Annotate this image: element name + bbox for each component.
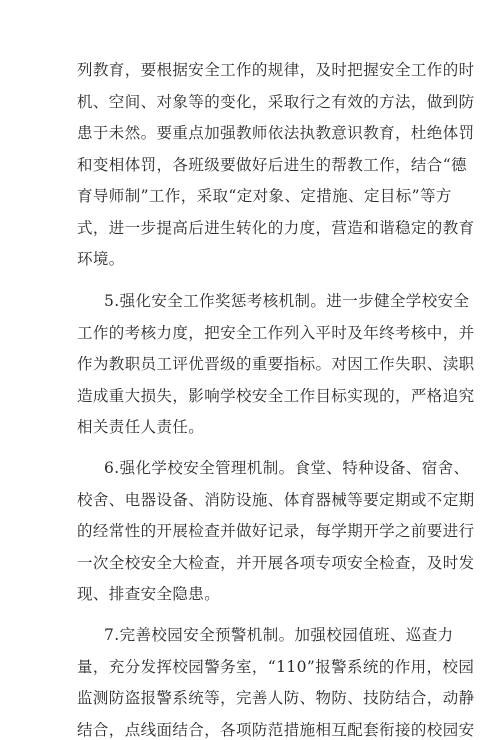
text-line: 育导师制”工作，采取“定对象、定措施、定目标”等方 [77,187,452,205]
text-line: 患于未然。要重点加强教师依法执教意识教育，杜绝体罚 [77,124,475,142]
text-line: 工作的考核力度，把安全工作列入平时及年终考核中，并 [77,324,475,342]
text-line: 校舍、电器设备、消防设施、体育器械等要定期或不定期 [77,491,475,509]
text-line: 相关责任人责任。 [77,418,205,436]
text-line: 和变相体罚，各班级要做好后进生的帮教工作，结合“德 [77,156,467,174]
text-line: 一次全校安全大检查，并开展各项专项安全检查，及时发 [77,554,475,572]
text-line: 5.强化安全工作奖惩考核机制。进一步健全学校安全 [104,292,470,310]
text-line: 环境。 [77,250,125,268]
text-line: 7.完善校园安全预警机制。加强校园值班、巡查力 [104,626,454,644]
text-line: 监测防盗报警系统等，完善人防、物防、技防结合，动静 [77,689,475,707]
text-line: 结合，点线面结合，各项防范措施相互配套衔接的校园安 [77,721,475,739]
text-line: 列教育，要根据安全工作的规律，及时把握安全工作的时 [77,61,475,79]
text-line: 现、排查安全隐患。 [77,585,221,603]
text-line: 式，进一步提高后进生转化的力度，营造和谐稳定的教育 [77,219,475,237]
text-line: 6.强化学校安全管理机制。食堂、特种设备、宿舍、 [104,459,470,477]
text-line: 作为教职员工评优晋级的重要指标。对因工作失职、渎职 [77,355,475,373]
text-line: 机、空间、对象等的变化，采取行之有效的方法，做到防 [77,93,475,111]
text-line: 量，充分发挥校园警务室，“110”报警系统的作用，校园 [77,658,475,676]
text-line: 造成重大损失，影响学校安全工作目标实现的，严格追究 [77,387,475,405]
text-line: 的经常性的开展检查并做好记录，每学期开学之前要进行 [77,522,475,540]
